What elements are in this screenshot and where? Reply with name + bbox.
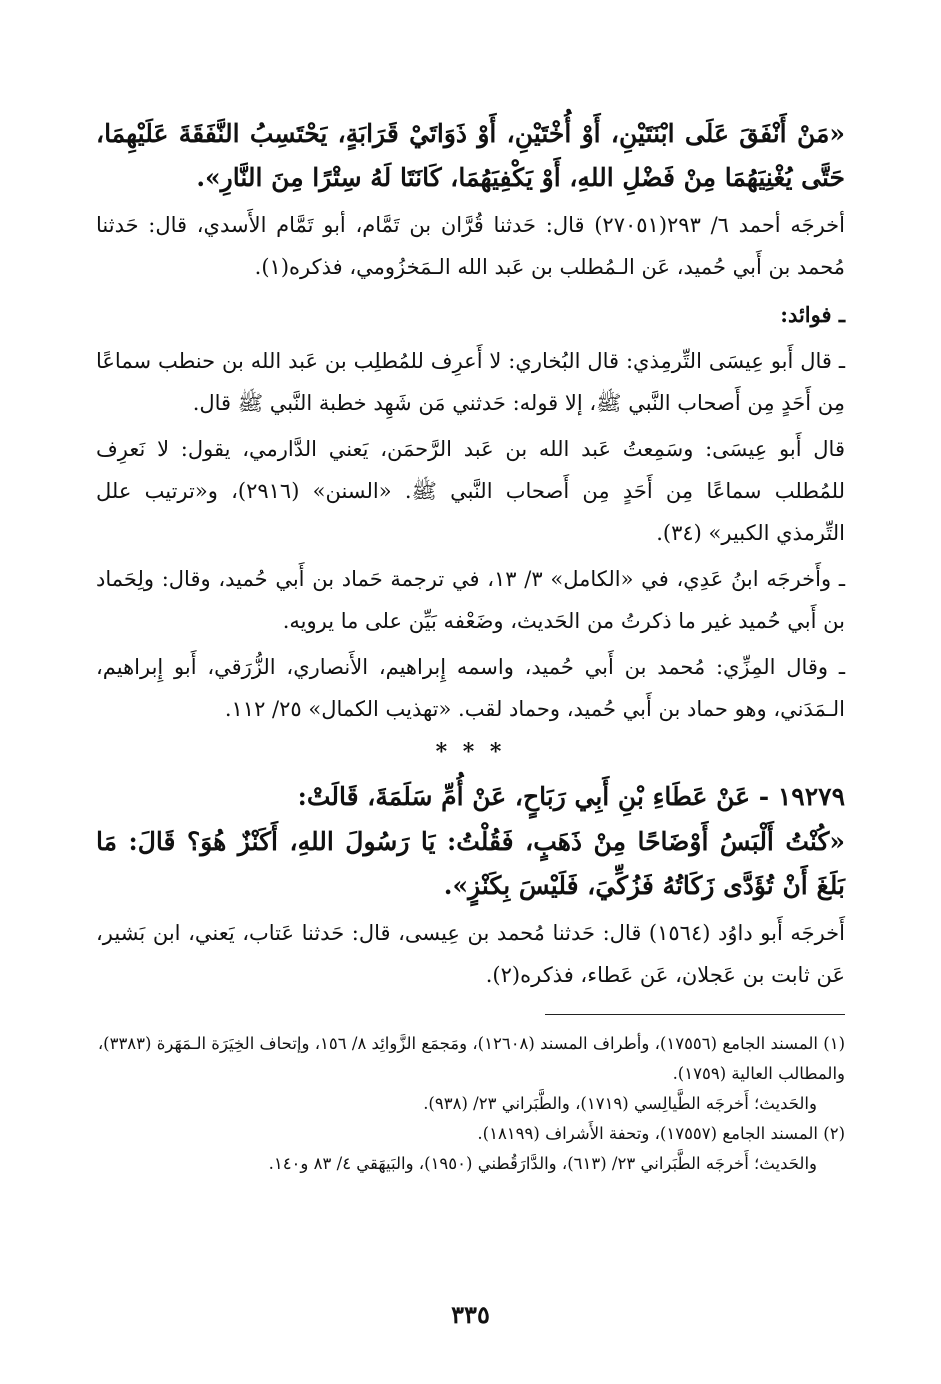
footnotes: [96, 1029, 845, 1179]
hadith-text-2: «كُنْتُ أَلْبَسُ أَوْضَاحًا مِنْ ذَهَبٍ، فَقُلْتُ: يَا رَسُولَ اللهِ، أَكَنْزٌ هُوَ؟ قَالَ: مَا بَلَغَ أَنْ تُؤَدَّى زَكَاتُهُ فَزُكِّيَ، فَلَيْسَ بِكَنْزٍ».: [96, 827, 845, 900]
fawaid-paragraph-2: قال أَبو عِيسَى: وسَمِعتُ عَبد الله بن عَبد الرَّحمَن، يَعني الدَّارمي، يقول: لا نَعرِف للمُطلب سماعًا مِن أَحَدٍ مِن أَصحاب النَّبي ﷺ. «السنن» (٢٩١٦)، و«ترتيب علل التِّرمذي الكبير» (٣٤).: [96, 437, 845, 545]
fawaid-heading: ـ فوائد:: [780, 302, 845, 327]
fawaid-paragraph-3: ـ وأَخرجَه ابنُ عَدِي، في «الكامل» ٣/ ١٣، في ترجمة حَماد بن أَبي حُميد، وقال: ولِحَماد بن أَبي حُميد غير ما ذكرتُ من الحَديث، وضَعْفه بَيِّن على ما يرويه.: [96, 567, 846, 633]
fawaid-paragraph-1: ـ قال أَبو عِيسَى التِّرمِذي: قال البُخاري: لا أَعرِف للمُطلِب بن عَبد الله بن حنطب سماعًا مِن أَحَدٍ مِن أَصحاب النَّبي ﷺ، إلا قوله: حَدثني مَن شَهِد خطبة النَّبي ﷺ قال.: [96, 349, 845, 415]
hadith-takhrij-1: أخرجَه أحمد ٦/ ٢٩٣(٢٧٠٥١) قال: حَدثنا قُرَّان بن تَمَّام، أبو تَمَّام الأَسدي، قال: حَدثنا مُحمد بن أَبي حُميد، عَن الـمُطلب بن عَبد الله الـمَخزُومي، فذكره(١).: [96, 213, 845, 279]
footnote-2: (٢) المسند الجامع (١٧٥٥٧)، وتحفة الأَشراف (١٨١٩٩).: [477, 1124, 845, 1143]
fawaid-paragraph-4: ـ وقال المِزِّي: مُحمد بن أَبي حُميد، واسمه إِبراهيم، الأَنصاري، الزُّرَقي، أَبو إِبراهيم، الـمَدَني، وهو حماد بن أَبي حُميد، وحماد لقب. «تهذيب الكمال» ٢٥/ ١١٢.: [96, 655, 845, 721]
footnote-1-continuation: والحَديث؛ أَخرجَه الطَّيالِسي (١٧١٩)، والطَّبَراني ٢٣/ (٩٣٨).: [423, 1094, 817, 1113]
hadith-number-line-2: ١٩٢٧٩ - عَنْ عَطَاءِ بْنِ أَبِي رَبَاحٍ، عَنْ أُمِّ سَلَمَةَ، قَالَتْ:: [297, 782, 845, 811]
footnote-2-continuation: والحَديث؛ أَخرجَه الطَّبَراني ٢٣/ (٦١٣)، والدَّارَقُطني (١٩٥٠)، والبَيهَقي ٤/ ٨٣ و١٤٠.: [268, 1154, 817, 1173]
section-separator: * * *: [435, 739, 506, 765]
page-number: ٣٣٥: [451, 1300, 490, 1329]
hadith-takhrij-2: أَخرجَه أَبو داوُد (١٥٦٤) قال: حَدثنا مُحمد بن عِيسى، قال: حَدثنا عَتاب، يَعني، ابن بَشير، عَن ثابت بن عَجلان، عَن عَطاء، فذكره(٢).: [96, 921, 845, 987]
page-body: [96, 112, 845, 1179]
footnote-divider: [545, 1014, 845, 1015]
hadith-text-1: «مَنْ أَنْفَقَ عَلَى ابْنَتَيْنِ، أَوْ أُخْتَيْنِ، أَوْ ذَوَاتَيْ قَرَابَةٍ، يَحْتَسِبُ النَّفَقَةَ عَلَيْهِمَا، حَتَّى يُغْنِيَهُمَا مِنْ فَضْلِ اللهِ، أَوْ يَكْفِيَهُمَا، كَانَتَا لَهُ سِتْرًا مِنَ النَّارِ».: [96, 119, 845, 192]
footnote-1: (١) المسند الجامع (١٧٥٥٦)، وأطراف المسند (١٢٦٠٨)، ومَجمَع الزَّوائِد ٨/ ١٥٦، وإتحاف الخِيَرَة الـمَهَرة (٣٣٨٣)، والمطالب العالية (١٧٥٩).: [97, 1034, 845, 1083]
